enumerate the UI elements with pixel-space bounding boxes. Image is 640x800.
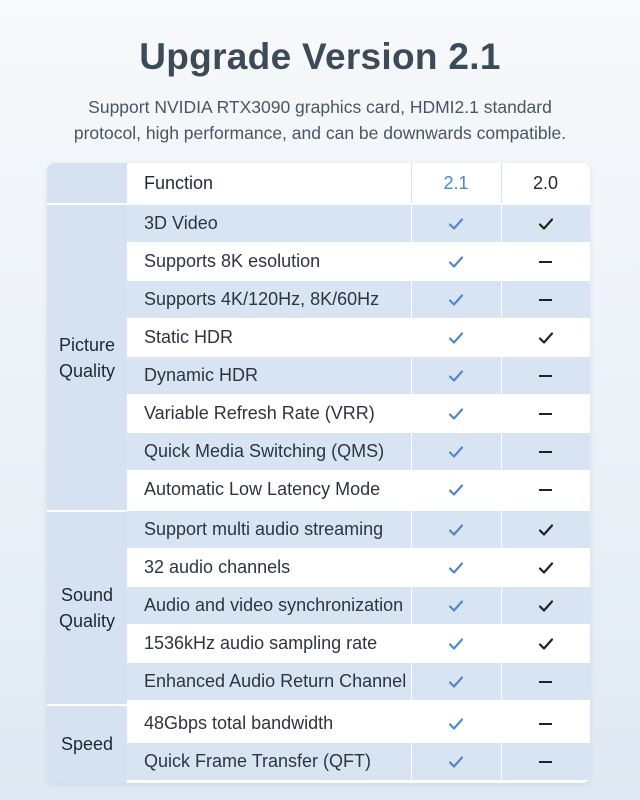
dash-icon bbox=[539, 761, 552, 763]
table-row bbox=[127, 625, 590, 662]
table-row bbox=[127, 281, 590, 318]
check-icon bbox=[449, 484, 463, 496]
table-header-row bbox=[127, 163, 590, 203]
check-icon bbox=[539, 638, 553, 650]
check-icon bbox=[449, 218, 463, 230]
row-function-label: Supports 4K/120Hz, 8K/60Hz bbox=[144, 289, 380, 309]
row-value-2-0 bbox=[501, 705, 590, 742]
row-function-label: Dynamic HDR bbox=[144, 365, 259, 385]
row-value-2-0 bbox=[501, 433, 590, 470]
row-function-label: 3D Video bbox=[144, 213, 218, 233]
row-value-2-0 bbox=[501, 663, 590, 700]
table-row bbox=[127, 471, 590, 508]
dash-icon bbox=[539, 723, 552, 725]
check-icon bbox=[539, 332, 553, 344]
check-icon bbox=[449, 256, 463, 268]
category-label bbox=[47, 205, 127, 511]
row-value-2-1 bbox=[411, 743, 501, 780]
row-value-2-0 bbox=[501, 357, 590, 394]
row-value-2-0 bbox=[501, 471, 590, 508]
table-row bbox=[127, 587, 590, 624]
row-function-label: Enhanced Audio Return Channel bbox=[144, 671, 407, 691]
header-category-cell bbox=[47, 163, 127, 203]
row-function-label: 48Gbps total bandwidth bbox=[144, 713, 334, 733]
check-icon bbox=[449, 718, 463, 730]
category-separator bbox=[47, 704, 127, 706]
check-icon bbox=[539, 218, 553, 230]
check-icon bbox=[539, 562, 553, 574]
row-value-2-0 bbox=[501, 205, 590, 242]
check-icon bbox=[449, 370, 463, 382]
row-value-2-0 bbox=[501, 625, 590, 662]
check-icon bbox=[449, 332, 463, 344]
dash-icon bbox=[539, 681, 552, 683]
dash-icon bbox=[539, 261, 552, 263]
row-value-2-0 bbox=[501, 743, 590, 780]
header-version-2-0: 2.0 bbox=[532, 172, 559, 193]
category-separator bbox=[47, 203, 127, 205]
row-function-label: Quick Media Switching (QMS) bbox=[144, 441, 385, 461]
row-function-label: 32 audio channels bbox=[144, 557, 291, 577]
dash-icon bbox=[539, 299, 552, 301]
row-value-2-1 bbox=[411, 243, 501, 280]
header-function: Function bbox=[144, 172, 214, 193]
check-icon bbox=[449, 294, 463, 306]
row-value-2-1 bbox=[411, 319, 501, 356]
row-value-2-1 bbox=[411, 663, 501, 700]
check-icon bbox=[449, 600, 463, 612]
page-subtitle bbox=[0, 94, 640, 146]
dash-icon bbox=[539, 489, 552, 491]
category-label-line: Quality bbox=[58, 361, 116, 381]
table-row bbox=[127, 663, 590, 700]
row-function-label: Static HDR bbox=[144, 327, 234, 347]
row-value-2-0 bbox=[501, 549, 590, 586]
subtitle-line-2: protocol, high performance, and can be downwards compatible. bbox=[73, 123, 567, 143]
row-function-label: Support multi audio streaming bbox=[144, 519, 384, 539]
table-row bbox=[127, 319, 590, 356]
row-value-2-1 bbox=[411, 625, 501, 662]
check-icon bbox=[449, 756, 463, 768]
table-row bbox=[127, 433, 590, 470]
dash-icon bbox=[539, 375, 552, 377]
row-function-label: 1536kHz audio sampling rate bbox=[144, 633, 378, 653]
row-value-2-1 bbox=[411, 205, 501, 242]
check-icon bbox=[539, 600, 553, 612]
row-function-label: Quick Frame Transfer (QFT) bbox=[144, 751, 372, 771]
row-value-2-1 bbox=[411, 705, 501, 742]
category-label-line: Sound bbox=[60, 585, 114, 605]
subtitle-line-1: Support NVIDIA RTX3090 graphics card, HDMI2.1 standard bbox=[88, 97, 552, 117]
table-row bbox=[127, 549, 590, 586]
category-label bbox=[47, 705, 127, 783]
table-row bbox=[127, 357, 590, 394]
check-icon bbox=[449, 562, 463, 574]
row-value-2-0 bbox=[501, 587, 590, 624]
comparison-table bbox=[47, 163, 590, 783]
table-row bbox=[127, 243, 590, 280]
table-row bbox=[127, 395, 590, 432]
row-value-2-0 bbox=[501, 395, 590, 432]
table-row bbox=[127, 743, 590, 780]
row-value-2-1 bbox=[411, 433, 501, 470]
row-function-label: Supports 8K esolution bbox=[144, 251, 321, 271]
row-value-2-0 bbox=[501, 243, 590, 280]
row-value-2-1 bbox=[411, 511, 501, 548]
category-label-line: Speed bbox=[60, 734, 114, 754]
table-row bbox=[127, 705, 590, 742]
table-row bbox=[127, 511, 590, 548]
row-function-label: Audio and video synchronization bbox=[144, 595, 404, 615]
row-function-label: Variable Refresh Rate (VRR) bbox=[144, 403, 375, 423]
row-value-2-0 bbox=[501, 319, 590, 356]
row-value-2-1 bbox=[411, 395, 501, 432]
row-function-label: Automatic Low Latency Mode bbox=[144, 479, 381, 499]
header-version-2-1: 2.1 bbox=[443, 172, 469, 193]
check-icon bbox=[539, 524, 553, 536]
row-value-2-0 bbox=[501, 281, 590, 318]
check-icon bbox=[449, 408, 463, 420]
row-value-2-1 bbox=[411, 357, 501, 394]
category-label-line: Quality bbox=[58, 611, 116, 631]
category-separator bbox=[47, 510, 127, 512]
check-icon bbox=[449, 676, 463, 688]
table-row bbox=[127, 205, 590, 242]
dash-icon bbox=[539, 451, 552, 453]
row-value-2-1 bbox=[411, 471, 501, 508]
check-icon bbox=[449, 638, 463, 650]
check-icon bbox=[449, 524, 463, 536]
page-title: Upgrade Version 2.1 bbox=[139, 36, 501, 77]
row-value-2-1 bbox=[411, 549, 501, 586]
row-value-2-1 bbox=[411, 281, 501, 318]
check-icon bbox=[449, 446, 463, 458]
category-label-line: Picture bbox=[58, 335, 116, 355]
dash-icon bbox=[539, 413, 552, 415]
row-value-2-0 bbox=[501, 511, 590, 548]
row-value-2-1 bbox=[411, 587, 501, 624]
category-label bbox=[47, 511, 127, 705]
